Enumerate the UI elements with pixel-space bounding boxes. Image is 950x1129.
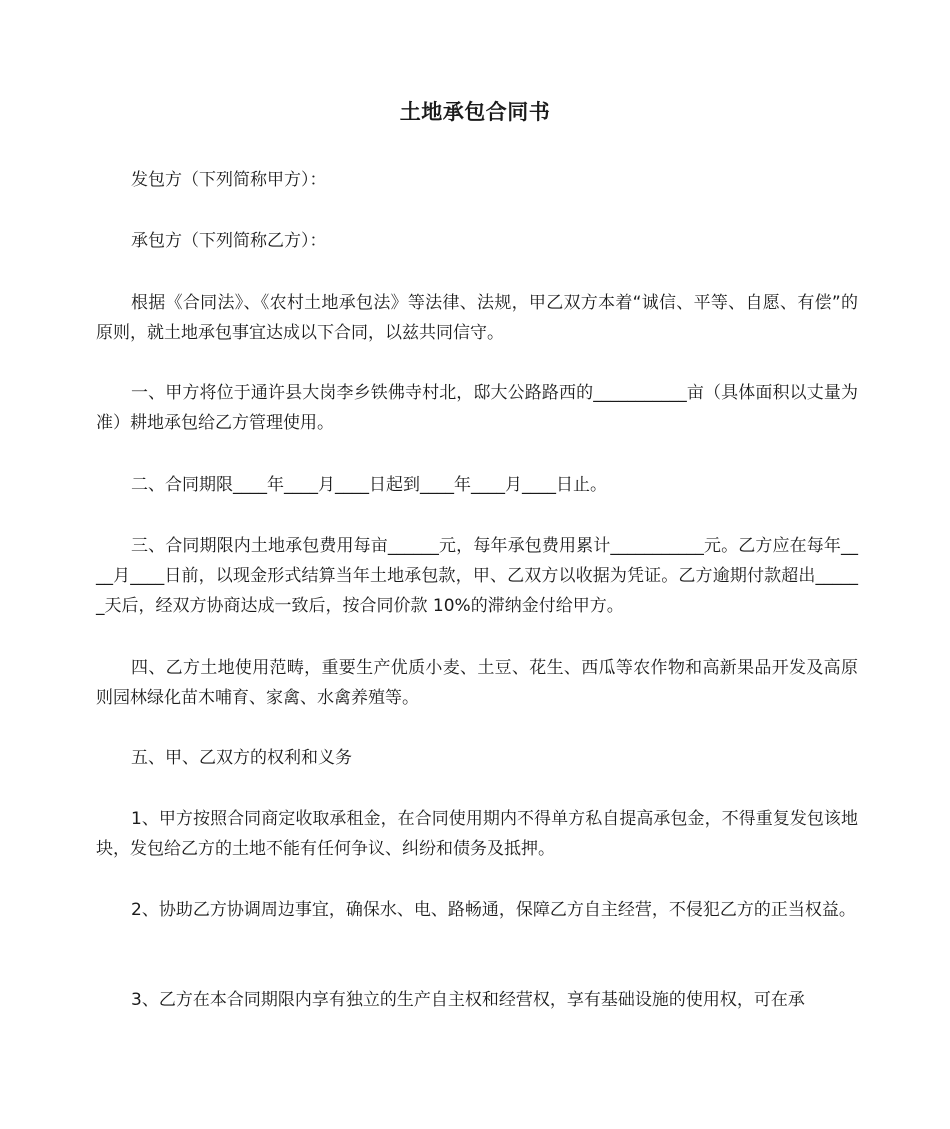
clause-5-item-2: 2、协助乙方协调周边事宜，确保水、电、路畅通，保障乙方自主经营，不侵犯乙方的正当权益。 [131,900,856,920]
party-a-line: 发包方（下列简称甲方）： [131,170,327,190]
clause-3: 三、合同期限内土地承包费用每亩______元，每年承包费用累计___________元。乙方应在每年____月____日前，以现金形式结算当年土地承包款，甲、乙双方以收据为凭证。乙方逾期付款超出______天后，经双方协商达成一致后，按合同价款 10%的滞纳金付给甲方。 [96,536,858,616]
clause-2: 二、合同期限____年____月____日起到____年____月____日止。 [131,475,607,495]
clause-1: 一、甲方将位于通许县大岗李乡铁佛寺村北，邸大公路路西的___________亩（具体面积以丈量为准）耕地承包给乙方管理使用。 [96,383,858,433]
clause-5-heading: 五、甲、乙双方的权利和义务 [131,748,352,768]
clause-5-item-1: 1、甲方按照合同商定收取承租金，在合同使用期内不得单方私自提高承包金，不得重复发包该地块，发包给乙方的土地不能有任何争议、纠纷和债务及抵押。 [96,809,858,859]
clause-5-item-3: 3、乙方在本合同期限内享有独立的生产自主权和经营权，享有基础设施的使用权，可在承 [131,990,805,1010]
party-b-line: 承包方（下列简称乙方）： [131,231,327,251]
preamble-paragraph: 根据《合同法》、《农村土地承包法》等法律、法规，甲乙双方本着“诚信、平等、自愿、有偿”的原则，就土地承包事宜达成以下合同，以兹共同信守。 [96,293,858,343]
page-title: 土地承包合同书 [399,100,551,124]
clause-4: 四、乙方土地使用范畴，重要生产优质小麦、土豆、花生、西瓜等农作物和高新果品开发及高原则园林绿化苗木哺育、家禽、水禽养殖等。 [96,658,858,708]
